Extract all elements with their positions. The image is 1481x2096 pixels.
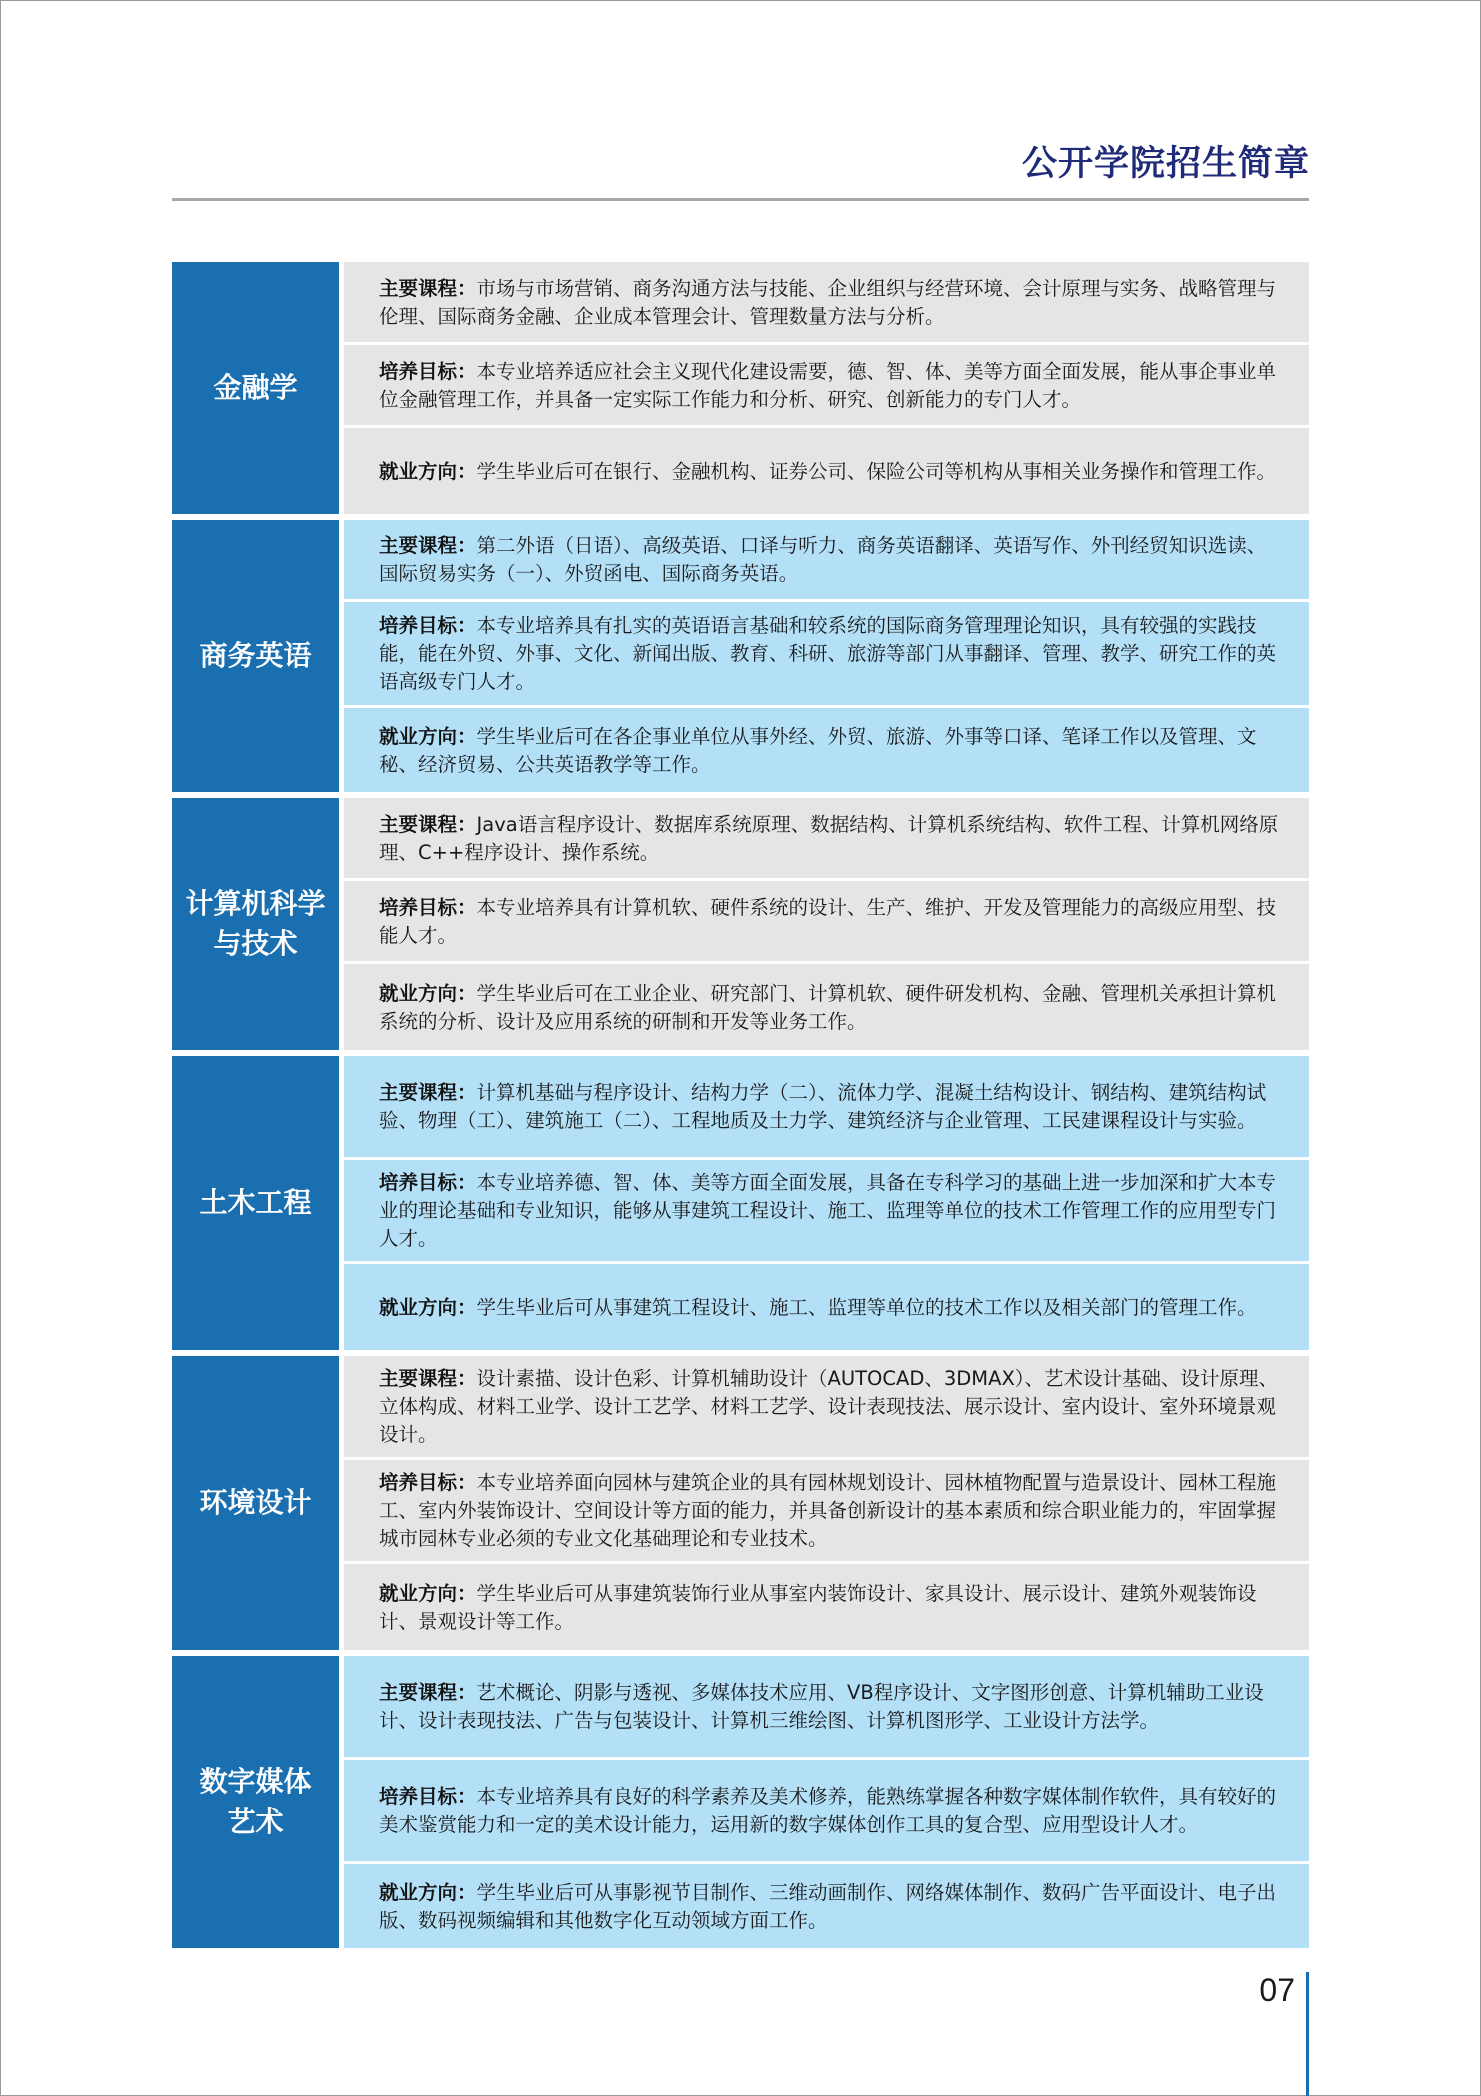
row-text: 艺术概论、阴影与透视、多媒体技术应用、VB程序设计、文字图形创意、计算机辅助工业设计、设计表现技法、广告与包装设计、计算机三维绘图、计算机图形学、工业设计方法学。 <box>379 1681 1264 1732</box>
major-block-civil-engineering <box>172 1056 1309 1350</box>
row-goals <box>344 1760 1309 1864</box>
major-name: 土木工程 <box>172 1056 339 1350</box>
row-text: 本专业培养面向园林与建筑企业的具有园林规划设计、园林植物配置与造景设计、园林工程施工、室内外装饰设计、空间设计等方面的能力，并具备创新设计的基本素质和综合职业能力的，牢固掌握城市园林专业必须的专业文化基础理论和专业技术。 <box>379 1471 1277 1550</box>
major-block-environmental-design <box>172 1356 1309 1650</box>
major-name: 数字媒体 艺术 <box>172 1656 339 1948</box>
page-number-rule <box>1306 1972 1309 2096</box>
row-label: 培养目标： <box>379 1471 477 1494</box>
row-label: 就业方向： <box>379 1581 477 1605</box>
row-text: 本专业培养德、智、体、美等方面全面发展，具备在专科学习的基础上进一步加深和扩大本专业的理论基础和专业知识，能够从事建筑工程设计、施工、监理等单位的技术工作管理工作的应用型专门人才。 <box>379 1171 1277 1250</box>
row-label: 培养目标： <box>379 895 477 919</box>
row-goals <box>344 602 1309 708</box>
major-name: 环境设计 <box>172 1356 339 1650</box>
row-goals <box>344 1160 1309 1264</box>
row-courses <box>344 520 1309 602</box>
majors-table <box>172 262 1309 1954</box>
row-career <box>344 1564 1309 1650</box>
page-title: 公开学院招生简章 <box>1021 144 1310 184</box>
row-label: 主要课程： <box>379 1681 477 1704</box>
row-text: Java语言程序设计、数据库系统原理、数据结构、计算机系统结构、软件工程、计算机网络原理、C++程序设计、操作系统。 <box>379 812 1279 864</box>
row-text: 第二外语（日语）、高级英语、口译与听力、商务英语翻译、英语写作、外刊经贸知识选读、国际贸易实务（一）、外贸函电、国际商务英语。 <box>379 534 1267 585</box>
header-rule <box>172 198 1309 201</box>
row-text: 学生毕业后可在银行、金融机构、证券公司、保险公司等机构从事相关业务操作和管理工作。 <box>476 459 1277 483</box>
row-text: 市场与市场营销、商务沟通方法与技能、企业组织与经营环境、会计原理与实务、战略管理与伦理、国际商务金融、企业成本管理会计、管理数量方法与分析。 <box>379 276 1277 328</box>
major-rows <box>344 1356 1309 1650</box>
row-label: 培养目标： <box>379 1785 477 1808</box>
major-rows <box>344 262 1309 514</box>
major-block-computer-science <box>172 798 1309 1050</box>
major-rows <box>344 1656 1309 1948</box>
row-text: 计算机基础与程序设计、结构力学（二）、流体力学、混凝土结构设计、钢结构、建筑结构试验、物理（工）、建筑施工（二）、工程地质及土力学、建筑经济与企业管理、工民建课程设计与实验。 <box>379 1081 1267 1132</box>
row-label: 就业方向： <box>379 459 477 483</box>
major-rows <box>344 1056 1309 1350</box>
row-career <box>344 1264 1309 1350</box>
major-rows <box>344 520 1309 792</box>
major-rows <box>344 798 1309 1050</box>
row-text: 学生毕业后可从事建筑装饰行业从事室内装饰设计、家具设计、展示设计、建筑外观装饰设计、景观设计等工作。 <box>379 1581 1257 1633</box>
row-courses <box>344 262 1309 345</box>
row-label: 就业方向： <box>379 981 477 1005</box>
row-courses <box>344 1656 1309 1760</box>
major-block-digital-media-art <box>172 1656 1309 1948</box>
row-label: 主要课程： <box>379 276 477 300</box>
row-goals <box>344 881 1309 964</box>
row-label: 主要课程： <box>379 1081 477 1104</box>
row-text: 学生毕业后可在各企事业单位从事外经、外贸、旅游、外事等口译、笔译工作以及管理、文秘、经济贸易、公共英语教学等工作。 <box>379 724 1257 776</box>
major-block-business-english <box>172 520 1309 792</box>
row-career <box>344 708 1309 792</box>
row-courses <box>344 1056 1309 1160</box>
row-career <box>344 964 1309 1050</box>
major-name: 商务英语 <box>172 520 339 792</box>
row-label: 主要课程： <box>379 812 477 836</box>
row-text: 本专业培养适应社会主义现代化建设需要，德、智、体、美等方面全面发展，能从事企事业单位金融管理工作，并具备一定实际工作能力和分析、研究、创新能力的专门人才。 <box>379 359 1277 411</box>
major-block-finance <box>172 262 1309 514</box>
row-label: 主要课程： <box>379 1367 477 1390</box>
row-label: 就业方向： <box>379 1295 477 1319</box>
row-goals <box>344 345 1309 428</box>
row-label: 培养目标： <box>379 614 477 637</box>
row-courses <box>344 1356 1309 1460</box>
row-career <box>344 428 1309 514</box>
row-text: 本专业培养具有扎实的英语语言基础和较系统的国际商务管理理论知识，具有较强的实践技能，能在外贸、外事、文化、新闻出版、教育、科研、旅游等部门从事翻译、管理、教学、研究工作的英语高级专门人才。 <box>379 614 1277 693</box>
row-text: 本专业培养具有良好的科学素养及美术修养，能熟练掌握各种数字媒体制作软件，具有较好的美术鉴赏能力和一定的美术设计能力，运用新的数字媒体创作工具的复合型、应用型设计人才。 <box>379 1785 1277 1836</box>
major-name: 计算机科学 与技术 <box>172 798 339 1050</box>
row-label: 培养目标： <box>379 1171 477 1194</box>
row-text: 设计素描、设计色彩、计算机辅助设计（AUTOCAD、3DMAX）、艺术设计基础、设计原理、立体构成、材料工业学、设计工艺学、材料工艺学、设计表现技法、展示设计、室内设计、室外环境景观设计。 <box>379 1367 1279 1446</box>
row-text: 学生毕业后可在工业企业、研究部门、计算机软、硬件研发机构、金融、管理机关承担计算机系统的分析、设计及应用系统的研制和开发等业务工作。 <box>379 981 1277 1033</box>
row-text: 学生毕业后可从事影视节目制作、三维动画制作、网络媒体制作、数码广告平面设计、电子出版、数码视频编辑和其他数字化互动领域方面工作。 <box>379 1880 1277 1932</box>
row-goals <box>344 1460 1309 1564</box>
row-courses <box>344 798 1309 881</box>
row-label: 培养目标： <box>379 359 477 383</box>
row-text: 学生毕业后可从事建筑工程设计、施工、监理等单位的技术工作以及相关部门的管理工作。 <box>476 1295 1257 1319</box>
row-career <box>344 1864 1309 1948</box>
row-text: 本专业培养具有计算机软、硬件系统的设计、生产、维护、开发及管理能力的高级应用型、技能人才。 <box>379 895 1277 947</box>
major-name: 金融学 <box>172 262 339 514</box>
row-label: 就业方向： <box>379 1880 477 1904</box>
row-label: 主要课程： <box>379 534 477 557</box>
page-number: 07 <box>1259 1972 1295 2008</box>
row-label: 就业方向： <box>379 724 477 748</box>
